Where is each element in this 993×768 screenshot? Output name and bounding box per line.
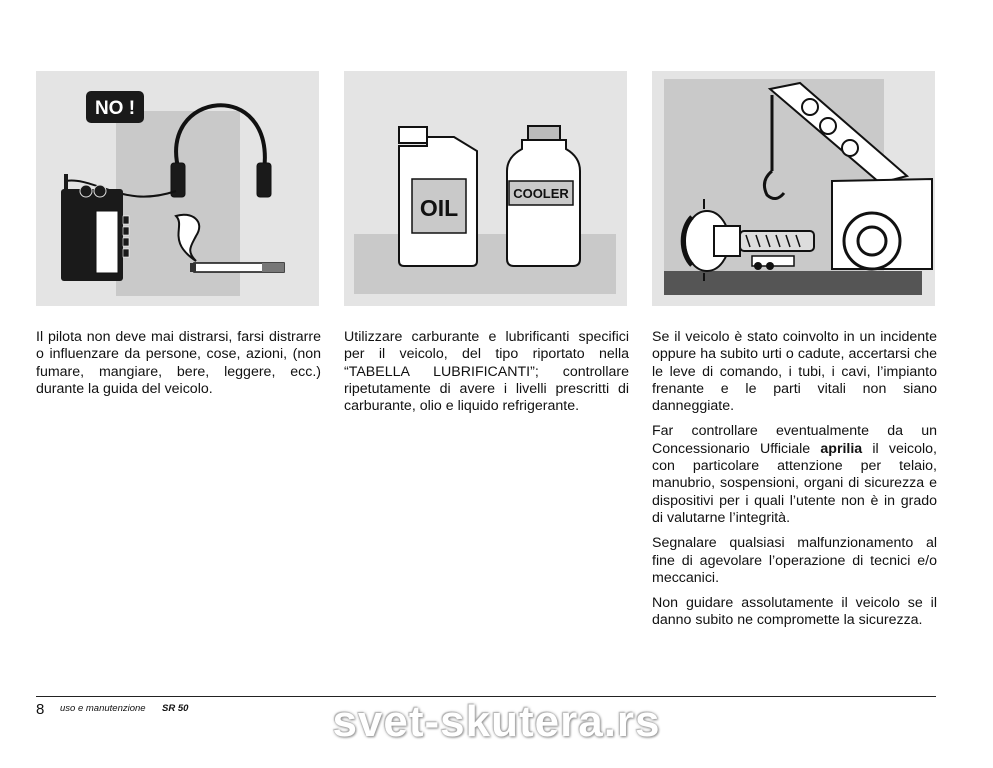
watermark: svet-skutera.rs — [332, 697, 661, 746]
figure-fluids — [344, 71, 627, 306]
figure-tow-truck — [652, 71, 935, 306]
coolant-bottle-icon — [507, 126, 580, 266]
paragraph-report-malfunction: Segnalare qualsiasi malfunzionamento al fine di agevolare l’operazione di tecnici e/o meccanici. — [652, 535, 937, 586]
model-name: SR 50 — [162, 703, 189, 714]
paragraph-distraction: Il pilota non deve mai distrarsi, farsi distrarre o influenzare da persone, cose, azioni, (non fumare, mangiare, bere, leggere, ecc.) durante la guida del veicolo. — [36, 329, 321, 397]
cooler-label: COOLER — [513, 186, 569, 201]
figure-distractions — [36, 71, 319, 306]
tow-truck-icon — [832, 179, 932, 269]
manual-title: uso e manutenzione — [60, 703, 146, 714]
paragraph-dealer-check: Far controllare eventualmente da un Concessionario Ufficiale aprilia il veicolo, con particolare attenzione per telaio, manubrio, sospensioni, organi di sicurezza e dispositivi per i quali l’utente non è in grado di valutarne l’integrità. — [652, 423, 937, 526]
paragraph-do-not-ride: Non guidare assolutamente il veicolo se il danno subito ne compromette la sicurezza. — [652, 595, 937, 629]
paragraph-fluids: Utilizzare carburante e lubrificanti specifici per il veicolo, del tipo riportato nella “TABELLA LUBRIFICANTI”; controllare ripetutamente di avere i livelli prescritti di carburante, olio e liquido refrigerante. — [344, 329, 629, 415]
column-3 — [652, 329, 937, 638]
no-badge-text: NO ! — [94, 98, 136, 119]
page-number: 8 — [36, 701, 45, 718]
oil-label: OIL — [419, 195, 459, 221]
cigarette-icon — [190, 263, 284, 272]
brand-name: aprilia — [820, 440, 863, 457]
paragraph-accident: Se il veicolo è stato coinvolto in un incidente oppure ha subito urti o cadute, accertarsi che le leve di comando, i tubi, i cavi, l’impianto frenante e le parti vitali non siano danneggiate. — [652, 329, 937, 415]
cassette-player-icon — [61, 174, 129, 281]
column-2 — [344, 329, 629, 423]
oil-canister-icon — [399, 127, 477, 266]
column-1 — [36, 329, 321, 406]
